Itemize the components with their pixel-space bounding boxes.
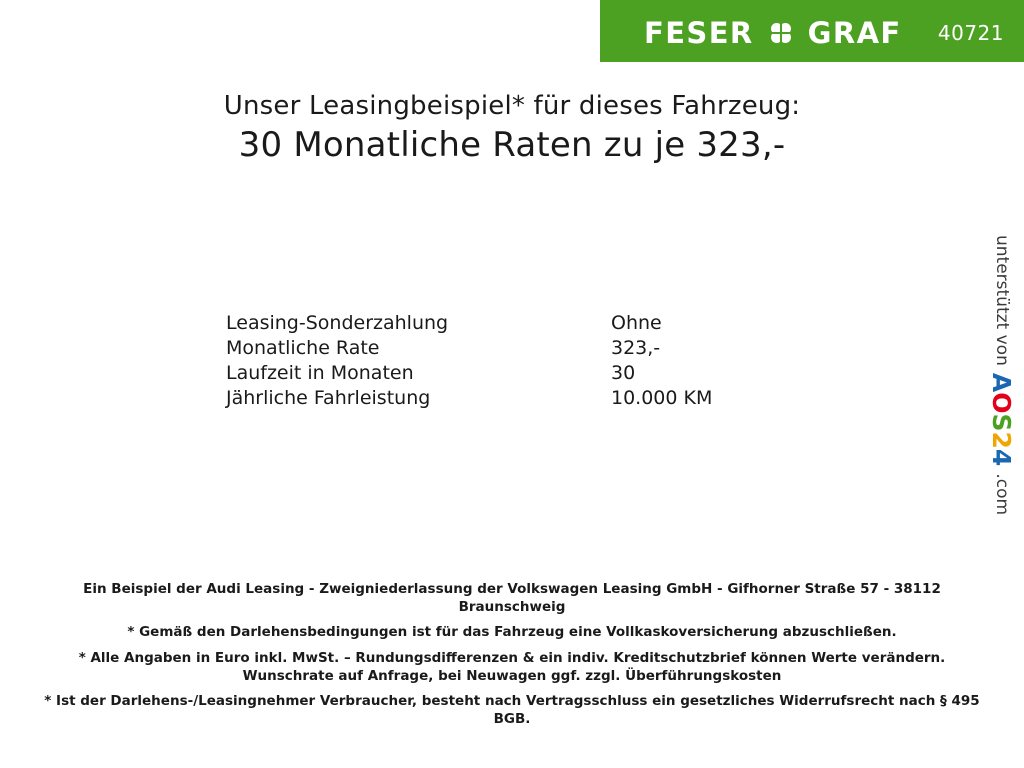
detail-label: Jährliche Fahrleistung [226,387,431,409]
aos24-logo-4: 4 [987,448,1017,467]
aos24-logo-o: O [987,392,1017,414]
detail-label: Monatliche Rate [226,337,380,359]
legal-line-4: * Ist der Darlehens-/Leasingnehmer Verbraucher, besteht nach Vertragsschluss ein gesetzliches Widerrufsrecht nach § 495 BGB. [44,693,980,728]
table-row [226,337,786,362]
page-subtitle: Unser Leasingbeispiel* für dieses Fahrzeug: [223,91,801,121]
detail-value: 323,- [611,337,661,359]
detail-label: Leasing-Sonderzahlung [226,312,449,334]
detail-value: 10.000 KM [611,387,713,409]
detail-value: Ohne [611,312,662,334]
header-green-wedge [600,0,644,62]
aos24-logo-a: A [987,372,1017,393]
page-header [0,0,1024,62]
brand-logo [644,16,902,50]
vehicle-code: 40721 [937,21,1004,45]
legal-line-1: Ein Beispiel der Audi Leasing - Zweigniederlassung der Volkswagen Leasing GmbH - Gifhorner Straße 57 - 38112 Braunschweig [83,581,941,616]
detail-label: Laufzeit in Monaten [226,362,414,384]
legal-line-3: * Alle Angaben in Euro inkl. MwSt. – Rundungsdifferenzen & ein indiv. Kreditschutzbrief können Werte verändern. Wunschrate auf Anfrage, bei Neuwagen ggf. zzgl. Überführungskosten [78,649,946,684]
leasing-details-table [226,312,786,412]
aos24-logo-2: 2 [987,431,1017,449]
supported-by-sidebar [980,235,1024,555]
table-row [226,362,786,387]
aos24-logo-s: S [987,413,1017,432]
detail-value: 30 [611,362,636,384]
table-row [226,387,786,412]
legal-line-2: * Gemäß den Darlehensbedingungen ist für das Fahrzeug eine Vollkaskoversicherung abzuschließen. [127,624,897,641]
clover-icon [767,19,795,47]
brand-name-left: FESER [644,16,754,50]
legal-footer [0,580,1024,729]
supported-by-label: unterstützt von [992,235,1012,366]
table-row [226,312,786,337]
title-block [0,92,1024,166]
aos24-domain: .com [992,473,1012,516]
page-title: 30 Monatliche Raten zu je 323,- [238,124,786,165]
brand-name-right: GRAF [807,16,902,50]
aos24-logo [988,373,1017,466]
